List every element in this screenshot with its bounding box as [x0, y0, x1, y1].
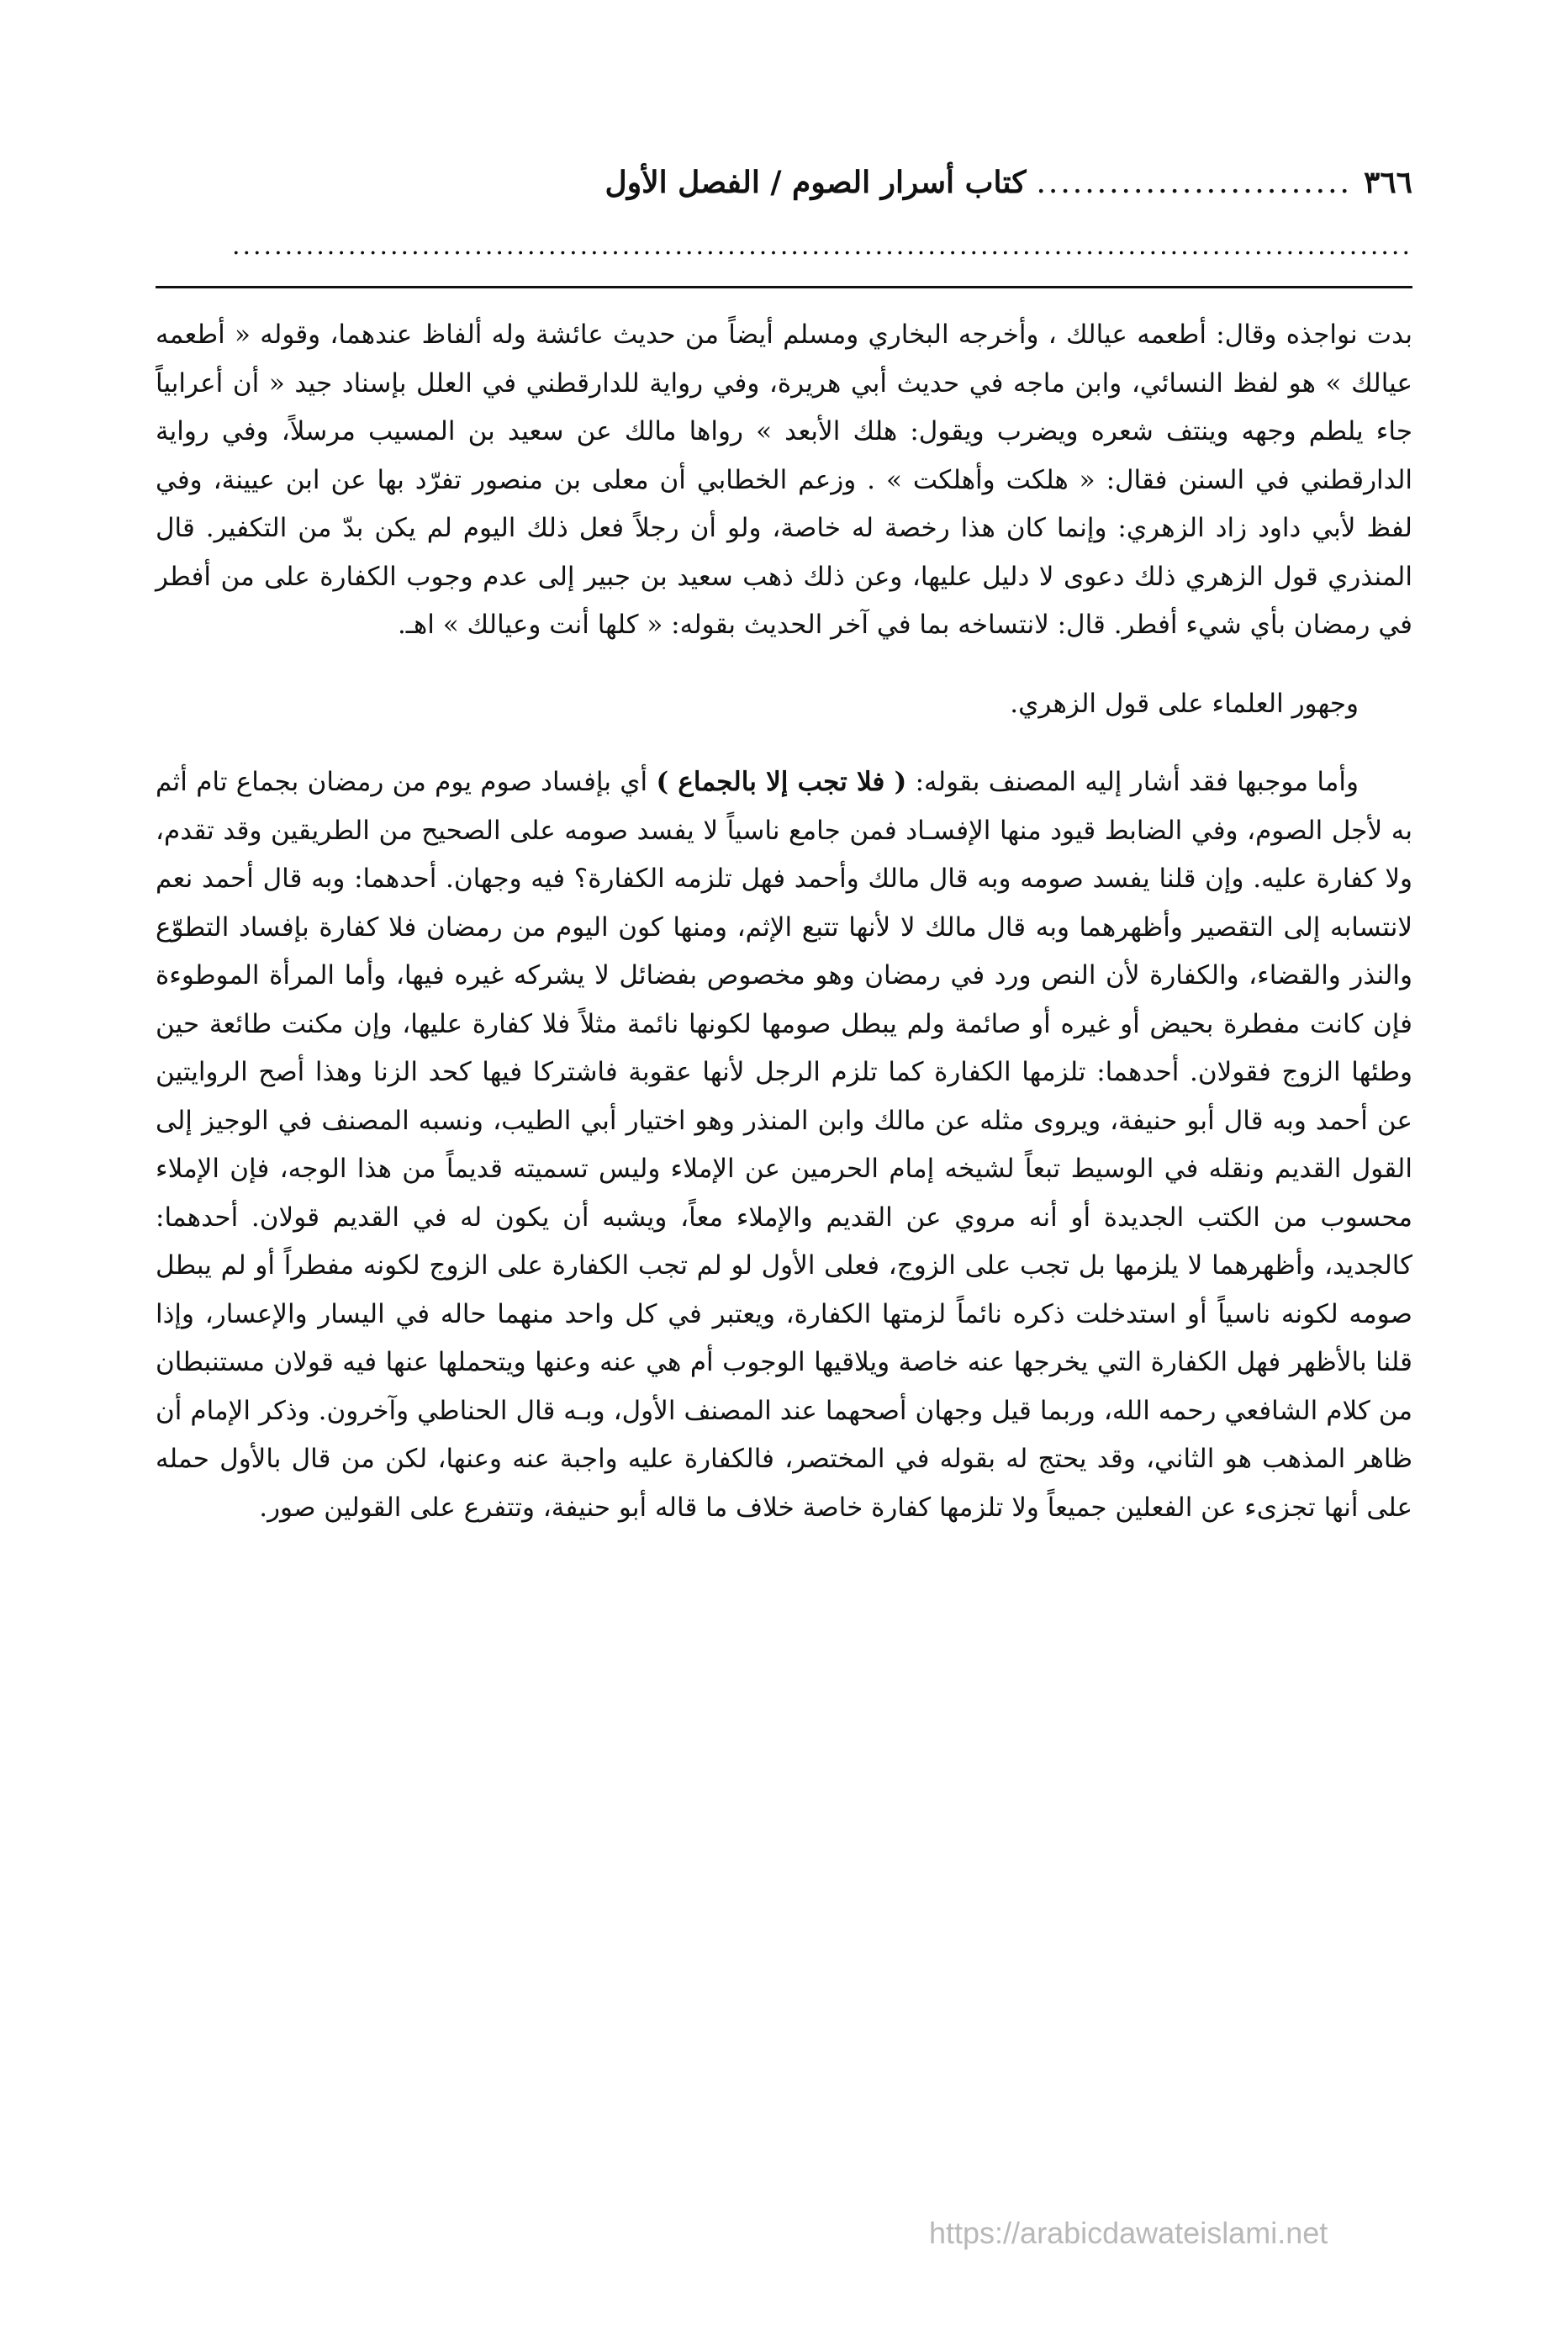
watermark: https://arabicdawateislami.net [929, 2216, 1328, 2250]
paragraph-hadith-sources: بدت نواجذه وقال: أطعمه عيالك ، وأخرجه البخاري ومسلم أيضاً من حديث عائشة وله ألفاظ عندهما، وقوله « أطعمه عيالك » هو لفظ النسائي، وابن ماجه في حديث أبي هريرة، وفي رواية للدارقطني في العلل بإسناد جيد « أن أعرابياً جاء يلطم وجهه وينتف شعره ويضرب ويقول: هلك الأبعد » رواها مالك عن سعيد بن المسيب مرسلاً، وفي رواية الدارقطني في السنن فقال: « هلكت وأهلكت » . وزعم الخطابي أن معلى بن منصور تفرّد بها عن ابن عيينة، وفي لفظ لأبي داود زاد الزهري: وإنما كان هذا رخصة له خاصة، ولو أن رجلاً فعل ذلك اليوم لم يكن بدّ من التكفير. قال المنذري قول الزهري ذلك دعوى لا دليل عليها، وعن ذلك ذهب سعيد بن جبير إلى عدم وجوب الكفارة على من أفطر في رمضان بأي شيء أفطر. قال: لانتساخه بما في آخر الحديث بقوله: « كلها أنت وعيالك » اهـ. [156, 320, 1412, 640]
paragraph-majority-opinion: وجهور العلماء على قول الزهري. [1010, 688, 1359, 719]
paragraph-expiation-cause [156, 758, 1412, 1532]
paragraph-prefix: وأما موجبها فقد أشار إليه المصنف بقوله: [906, 767, 1359, 797]
page-header [156, 141, 1412, 200]
main-text [156, 311, 1412, 1532]
header-leader-dots: .......................... [1036, 166, 1352, 200]
page-number: ٣٦٦ [1363, 165, 1412, 200]
matn-quote: ( فلا تجب إلا بالجماع ) [656, 767, 907, 797]
running-title: كتاب أسرار الصوم / الفصل الأول [604, 165, 1027, 200]
continuation-dots: ................................................................................................................ [231, 234, 1412, 259]
header-rule [156, 286, 1412, 288]
paragraph-commentary: أي بإفساد صوم يوم من رمضان بجماع تام أثم به لأجل الصوم، وفي الضابط قيود منها الإفسـاد فمن جامع ناسياً لا يفسد صومه على الصحيح من الطريقين وقد تقدم، ولا كفارة عليه. وإن قلنا يفسد صومه وبه قال مالك وأحمد فهل تلزمه الكفارة؟ فيه وجهان. أحدهما: وبه قال أحمد نعم لانتسابه إلى التقصير وأظهرهما وبه قال مالك لا لأنها تتبع الإثم، ومنها كون اليوم من رمضان فلا كفارة بإفساد التطوّع والنذر والقضاء، والكفارة لأن النص ورد في رمضان وهو مخصوص بفضائل لا يشركه غيره فيها، وأما المرأة الموطوءة فإن كانت مفطرة بحيض أو غيره أو صائمة ولم يبطل صومها لكونها نائمة مثلاً فلا كفارة عليها، وإن مكنت طائعة حين وطئها الزوج فقولان. أحدهما: تلزمها الكفارة كما تلزم الرجل لأنها عقوبة فاشتركا فيها كحد الزنا وهذا أصح الروايتين عن أحمد وبه قال أبو حنيفة، ويروى مثله عن مالك وابن المنذر وهو اختيار أبي الطيب، ونسبه المصنف في الوجيز إلى القول القديم ونقله في الوسيط تبعاً لشيخه إمام الحرمين عن الإملاء وليس تسميته قديماً من هذا الوجه، فإن الإملاء محسوب من الكتب الجديدة أو أنه مروي عن القديم والإملاء معاً، ويشبه أن يكون له في القديم قولان. أحدهما: كالجديد، وأظهرهما لا يلزمها بل تجب على الزوج، فعلى الأول لو لم تجب الكفارة على الزوج لكونه مفطراً أو لم يبطل صومه لكونه ناسياً أو استدخلت ذكره نائماً لزمتها الكفارة، ويعتبر في كل واحد منهما حاله في اليسار والإعسار، وإذا قلنا بالأظهر فهل الكفارة التي يخرجها عنه خاصة ويلاقيها الوجوب أم هي عنه وعنها ويتحملها عنها فيه قولان مستنبطان من كلام الشافعي رحمه الله، وربما قيل وجهان أصحهما عند المصنف الأول، وبـه قال الحناطي وآخرون. وذكر الإمام أن ظاهر المذهب هو الثاني، وقد يحتج له بقوله في المختصر، فالكفارة عليه واجبة عنه وعنها، لكن من قال بالأول حمله على أنها تجزىء عن الفعلين جميعاً ولا تلزمها كفارة خاصة خلاف ما قاله أبو حنيفة، وتتفرع على القولين صور. [156, 767, 1412, 1523]
